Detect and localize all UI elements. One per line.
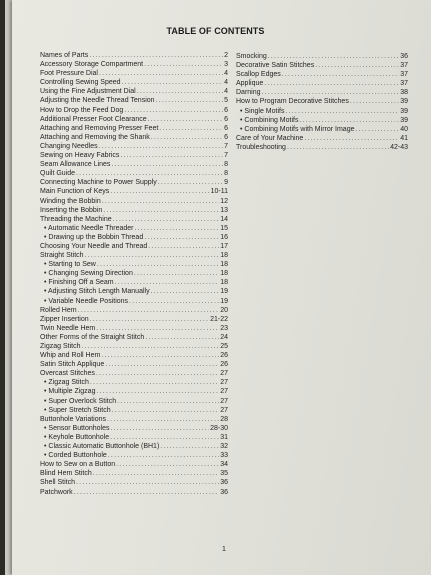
toc-entry-label: Using the Fine Adjustment Dial — [40, 88, 136, 96]
toc-entry-label: Satin Stitch Applique — [40, 361, 105, 369]
toc-entry-page: 19 — [220, 297, 228, 305]
dot-leader — [99, 142, 223, 151]
toc-right-column — [236, 52, 408, 152]
dot-leader — [99, 69, 223, 78]
toc-entry-label: • Keyhole Buttonhole — [44, 433, 110, 441]
toc-entry-page: 38 — [400, 89, 408, 97]
toc-entry-label: • Classic Automatic Buttonhole (BH1) — [44, 443, 160, 451]
toc-entry-page: 40 — [400, 125, 408, 133]
dot-leader — [112, 406, 220, 415]
toc-entry — [236, 70, 408, 79]
dot-leader — [97, 260, 219, 269]
toc-entry — [40, 96, 228, 105]
dot-leader — [74, 488, 220, 497]
toc-entry-label: • Combining Motifs — [240, 116, 299, 124]
toc-entry-page: 33 — [220, 452, 228, 460]
toc-entry — [40, 415, 228, 424]
toc-entry — [40, 251, 228, 260]
dot-leader — [299, 116, 399, 125]
toc-entry — [40, 142, 228, 151]
dot-leader — [85, 251, 220, 260]
dot-leader — [148, 242, 219, 251]
toc-entry — [40, 60, 228, 69]
toc-entry-page: 12 — [220, 197, 228, 205]
toc-entry-label: Sewing on Heavy Fabrics — [40, 152, 120, 160]
toc-entry — [40, 424, 228, 433]
toc-entry-label: Foot Pressure Dial — [40, 70, 98, 78]
toc-entry-label: • Multiple Zigzag — [44, 388, 96, 396]
toc-entry-label: Accessory Storage Compartment — [40, 61, 144, 69]
dot-leader — [110, 433, 219, 442]
toc-entry-label: Additional Presser Foot Clearance — [40, 115, 147, 123]
toc-entry — [40, 306, 228, 315]
toc-entry — [40, 342, 228, 351]
toc-entry-page: 27 — [220, 370, 228, 378]
toc-entry — [236, 97, 408, 106]
dot-leader — [144, 233, 219, 242]
toc-entry-page: 18 — [220, 270, 228, 278]
toc-entry-page: 4 — [224, 70, 228, 78]
toc-entry — [40, 369, 228, 378]
toc-entry — [236, 88, 408, 97]
toc-entry-page: 3 — [224, 61, 228, 69]
toc-entry-page: 20 — [220, 306, 228, 314]
toc-entry-page: 8 — [224, 170, 228, 178]
dot-leader — [285, 107, 399, 116]
toc-entry — [40, 197, 228, 206]
toc-entry-page: 36 — [400, 53, 408, 60]
toc-entry — [40, 324, 228, 333]
toc-entry-page: 27 — [220, 397, 228, 405]
toc-entry-label: Zigzag Stitch — [40, 343, 81, 350]
toc-entry-page: 17 — [220, 242, 228, 250]
toc-entry-page: 36 — [220, 479, 228, 487]
dot-leader — [134, 269, 219, 278]
dot-leader — [315, 61, 399, 70]
toc-entry-label: Smocking — [236, 53, 267, 60]
toc-entry-label: How to Drop the Feed Dog — [40, 106, 124, 114]
dot-leader — [76, 478, 219, 487]
toc-entry — [236, 116, 408, 125]
toc-entry-label: Twin Needle Hem — [40, 324, 96, 332]
toc-entry-label: How to Sew on a Button — [40, 461, 116, 469]
dot-leader — [96, 369, 219, 378]
toc-entry-label: Decorative Satin Stitches — [236, 62, 315, 70]
toc-entry-page: 27 — [220, 379, 228, 387]
toc-entry-label: Whip and Roll Hem — [40, 352, 101, 360]
toc-entry-page: 4 — [224, 79, 228, 87]
dot-leader — [108, 451, 219, 460]
dot-leader — [124, 106, 223, 115]
dot-leader — [110, 187, 209, 196]
dot-leader — [145, 333, 219, 342]
toc-entry — [40, 78, 228, 87]
toc-entry-label: Patchwork — [40, 488, 73, 496]
toc-entry-label: How to Program Decorative Stitches — [236, 98, 349, 106]
toc-entry-label: • Changing Sewing Direction — [44, 270, 133, 278]
toc-entry-page: 18 — [220, 261, 228, 269]
toc-entry-page: 19 — [220, 288, 228, 296]
toc-entry-label: Blind Hem Stitch — [40, 470, 92, 478]
toc-entry — [236, 107, 408, 116]
toc-entry — [40, 178, 228, 187]
toc-entry — [40, 469, 228, 478]
toc-entry-label: • Super Overlock Stitch — [44, 397, 117, 405]
toc-entry-page: 10-11 — [210, 188, 228, 196]
toc-entry — [40, 106, 228, 115]
dot-leader — [103, 206, 219, 215]
toc-entry — [40, 242, 228, 251]
toc-entry — [40, 397, 228, 406]
toc-entry — [40, 224, 228, 233]
toc-entry-label: Shell Stitch — [40, 479, 76, 487]
toc-entry-label: Straight Stitch — [40, 252, 84, 260]
toc-entry-label: Adjusting the Needle Thread Tension — [40, 97, 155, 105]
toc-entry-label: Buttonhole Variations — [40, 415, 107, 423]
toc-entry — [40, 278, 228, 287]
toc-entry-page: 39 — [400, 107, 408, 115]
toc-entry — [40, 69, 228, 78]
toc-entry-label: Quilt Guide — [40, 170, 76, 178]
toc-entry — [236, 134, 408, 143]
toc-entry-page: 37 — [400, 62, 408, 70]
toc-entry-page: 28-30 — [210, 424, 228, 432]
dot-leader — [268, 52, 399, 61]
toc-entry-label: • Starting to Sew — [44, 261, 96, 269]
toc-entry-label: • Corded Buttonhole — [44, 452, 107, 460]
dot-leader — [89, 51, 223, 60]
toc-entry — [236, 79, 408, 88]
toc-entry-page: 21-22 — [210, 315, 228, 323]
toc-entry-label: Inserting the Bobbin — [40, 206, 103, 214]
toc-entry-label: Names of Parts — [40, 52, 89, 59]
toc-entry-label: Attaching and Removing the Shank — [40, 133, 150, 141]
toc-entry-page: 7 — [224, 142, 228, 150]
toc-entry-label: • Drawing up the Bobbin Thread — [44, 233, 144, 241]
dot-leader — [304, 134, 399, 143]
dot-leader — [96, 387, 219, 396]
toc-entry-page: 18 — [220, 252, 228, 260]
toc-entry-label: • Sensor Buttonholes — [44, 424, 110, 432]
dot-leader — [159, 124, 223, 133]
toc-entry-label: Choosing Your Needle and Thread — [40, 242, 148, 250]
toc-entry-page: 32 — [220, 443, 228, 451]
toc-entry-page: 14 — [220, 215, 228, 223]
toc-entry-page: 28 — [220, 415, 228, 423]
dot-leader — [160, 442, 219, 451]
dot-leader — [101, 351, 219, 360]
dot-leader — [120, 151, 223, 160]
dot-leader — [134, 224, 219, 233]
toc-entry-page: 6 — [224, 133, 228, 141]
toc-entry-page: 6 — [224, 115, 228, 123]
toc-entry-label: • Combining Motifs with Mirror Image — [240, 125, 355, 133]
dot-leader — [122, 78, 224, 87]
toc-entry — [40, 378, 228, 387]
toc-entry-page: 13 — [220, 206, 228, 214]
toc-entry — [236, 143, 408, 152]
toc-entry — [40, 133, 228, 142]
toc-entry-label: Main Function of Keys — [40, 188, 110, 196]
toc-entry-label: Attaching and Removing Presser Feet — [40, 124, 159, 132]
toc-entry — [40, 360, 228, 369]
toc-entry-page: 23 — [220, 324, 228, 332]
toc-entry-label: Zipper Insertion — [40, 315, 89, 323]
dot-leader — [156, 96, 224, 105]
toc-entry — [40, 206, 228, 215]
dot-leader — [264, 79, 399, 88]
toc-entry — [40, 478, 228, 487]
dot-leader — [111, 160, 223, 169]
toc-entry-label: Darning — [236, 89, 261, 97]
toc-entry-page: 18 — [220, 279, 228, 287]
toc-entry-label: Scallop Edges — [236, 71, 281, 79]
dot-leader — [115, 278, 220, 287]
toc-entry-label: • Finishing Off a Seam — [44, 279, 114, 287]
toc-entry-page: 31 — [220, 433, 228, 441]
toc-entry-label: Rolled Hem — [40, 306, 77, 314]
toc-entry-page: 24 — [220, 333, 228, 341]
toc-entry — [40, 233, 228, 242]
toc-entry-page: 4 — [224, 88, 228, 96]
toc-entry-page: 6 — [224, 106, 228, 114]
toc-entry — [40, 406, 228, 415]
toc-entry-page: 25 — [220, 343, 228, 350]
dot-leader — [151, 287, 220, 296]
toc-entry — [40, 315, 228, 324]
toc-entry-label: • Automatic Needle Threader — [44, 224, 134, 232]
dot-leader — [107, 415, 219, 424]
toc-entry — [40, 87, 228, 96]
toc-entry-label: • Super Stretch Stitch — [44, 406, 111, 414]
dot-leader — [90, 378, 219, 387]
toc-left-column — [40, 51, 228, 497]
toc-entry — [40, 160, 228, 169]
toc-entry — [40, 433, 228, 442]
toc-entry-page: 2 — [224, 52, 228, 59]
dot-leader — [287, 143, 389, 152]
toc-entry — [40, 115, 228, 124]
dot-leader — [78, 306, 220, 315]
toc-entry-label: Connecting Machine to Power Supply — [40, 179, 157, 187]
dot-leader — [105, 360, 219, 369]
dot-leader — [111, 424, 210, 433]
dot-leader — [96, 324, 219, 333]
toc-entry-page: 39 — [400, 116, 408, 124]
toc-entry — [40, 269, 228, 278]
toc-entry-page: 42-43 — [390, 143, 408, 151]
toc-entry — [40, 451, 228, 460]
toc-entry — [40, 169, 228, 178]
dot-leader — [158, 178, 223, 187]
toc-entry-page: 26 — [220, 352, 228, 360]
toc-entry-label: Winding the Bobbin — [40, 197, 101, 205]
toc-entry — [40, 51, 228, 60]
toc-entry — [40, 442, 228, 451]
toc-entry-page: 15 — [220, 224, 228, 232]
toc-entry-page: 41 — [400, 134, 408, 142]
toc-entry-page: 27 — [220, 406, 228, 414]
toc-entry — [40, 260, 228, 269]
toc-entry — [236, 125, 408, 134]
toc-entry-page: 8 — [224, 161, 228, 169]
dot-leader — [102, 197, 219, 206]
toc-entry-page: 7 — [224, 152, 228, 160]
toc-entry — [40, 333, 228, 342]
toc-entry — [40, 297, 228, 306]
dot-leader — [262, 88, 400, 97]
toc-entry-page: 37 — [400, 71, 408, 79]
toc-entry-page: 36 — [220, 488, 228, 496]
toc-entry-label: Changing Needles — [40, 142, 98, 150]
dot-leader — [355, 125, 399, 134]
dot-leader — [148, 115, 223, 124]
toc-entry-label: Threading the Machine — [40, 215, 112, 223]
toc-entry — [40, 124, 228, 133]
toc-entry — [236, 52, 408, 61]
toc-entry-label: • Adjusting Stitch Length Manually — [44, 288, 150, 296]
toc-entry — [236, 61, 408, 70]
toc-entry-page: 16 — [220, 233, 228, 241]
toc-entry-page: 34 — [220, 461, 228, 469]
toc-entry — [40, 287, 228, 296]
toc-entry-page: 26 — [220, 361, 228, 369]
toc-entry-label: Troubleshooting — [236, 143, 286, 151]
toc-entry-label: • Zigzag Stitch — [44, 379, 89, 387]
toc-entry-label: Applique — [236, 80, 264, 88]
toc-entry-label: • Variable Needle Positions — [44, 297, 129, 305]
toc-entry-label: Other Forms of the Straight Stitch — [40, 333, 145, 341]
dot-leader — [151, 133, 223, 142]
toc-entry-page: 5 — [224, 97, 228, 105]
dot-leader — [350, 97, 399, 106]
toc-entry-page: 9 — [224, 179, 228, 187]
toc-entry-label: Care of Your Machine — [236, 134, 304, 142]
toc-entry-page: 27 — [220, 388, 228, 396]
dot-leader — [81, 342, 219, 351]
dot-leader — [76, 169, 223, 178]
dot-leader — [137, 87, 223, 96]
dot-leader — [282, 70, 399, 79]
toc-entry-page: 39 — [400, 98, 408, 106]
dot-leader — [117, 397, 219, 406]
toc-entry — [40, 215, 228, 224]
toc-entry-page: 6 — [224, 124, 228, 132]
dot-leader — [129, 297, 219, 306]
dot-leader — [144, 60, 223, 69]
dot-leader — [93, 469, 219, 478]
toc-entry-page: 37 — [400, 80, 408, 88]
toc-entry-page: 35 — [220, 470, 228, 478]
toc-entry-label: Controlling Sewing Speed — [40, 79, 121, 87]
toc-entry-label: Overcast Stitches — [40, 370, 95, 378]
toc-entry — [40, 187, 228, 196]
toc-entry-label: • Single Motifs — [240, 107, 285, 115]
toc-entry-label: Seam Allowance Lines — [40, 161, 111, 169]
toc-entry — [40, 351, 228, 360]
toc-entry — [40, 488, 228, 497]
dot-leader — [116, 460, 219, 469]
toc-entry — [40, 151, 228, 160]
toc-entry — [40, 460, 228, 469]
page-title: TABLE OF CONTENTS — [166, 26, 265, 36]
dot-leader — [90, 315, 209, 324]
dot-leader — [113, 215, 220, 224]
toc-entry — [40, 387, 228, 396]
page-number: 1 — [222, 546, 226, 553]
